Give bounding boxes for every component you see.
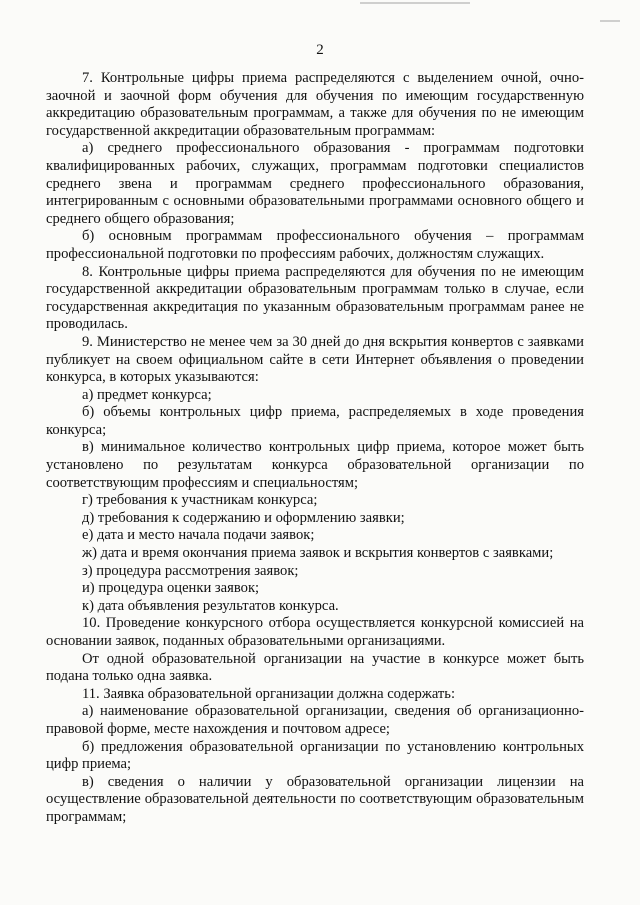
- paragraph-7b: б) основным программам профессионального обучения – программам профессиональной подготовки по профессиям рабочих, должностям служащих.: [46, 228, 584, 262]
- list-item-9g: г) требования к участникам конкурса;: [82, 492, 318, 509]
- paragraph-11: 11. Заявка образовательной организации должна содержать:: [82, 685, 456, 702]
- scan-artifact-top: [360, 2, 470, 4]
- list-item-9z: з) процедура рассмотрения заявок;: [82, 562, 299, 579]
- paragraph-7: 7. Контрольные цифры приема распределяются с выделением очной, очно-заочной и заочной форм обучения для обучения по имеющим государственную аккредитацию образовательным программам, а также для обучения по не имеющим государственной аккредитации образовательным программам:: [46, 70, 584, 139]
- list-item-9d: д) требования к содержанию и оформлению заявки;: [82, 509, 405, 526]
- list-item-9v: в) минимальное количество контрольных цифр приема, которое может быть установлено по результатам конкурса образовательной организации по соответствующим профессиям и специальностям;: [46, 439, 584, 491]
- list-item-9k: к) дата объявления результатов конкурса.: [82, 597, 339, 614]
- paragraph-8: 8. Контрольные цифры приема распределяются для обучения по не имеющим государственной аккредитации образовательным программам только в случае, если государственная аккредитация по указанным образовательным программам ранее не проводилась.: [46, 263, 584, 333]
- paragraph-10: 10. Проведение конкурсного отбора осуществляется конкурсной комиссией на основании заявок, поданных образовательными организациями.: [46, 615, 584, 649]
- page-number: 2: [316, 42, 324, 58]
- list-item-9b: б) объемы контрольных цифр приема, распределяемых в ходе проведения конкурса;: [46, 404, 584, 438]
- list-item-9i: и) процедура оценки заявок;: [82, 580, 260, 597]
- paragraph-9: 9. Министерство не менее чем за 30 дней до дня вскрытия конвертов с заявками публикует на своем официальном сайте в сети Интернет объявления о проведении конкурса, в которых указываются:: [46, 333, 584, 386]
- list-item-9e: е) дата и место начала подачи заявок;: [82, 527, 315, 544]
- list-item-9zh: ж) дата и время окончания приема заявок и вскрытия конвертов с заявками;: [82, 545, 554, 562]
- paragraph-7a: а) среднего профессионального образования - программам подготовки квалифицированных рабочих, служащих, программам подготовки специалистов среднего звена и программам среднего профессионального образования, интегрированным с основными образовательными программами основного общего и среднего общего образования;: [46, 140, 584, 227]
- scan-artifact-right: [600, 20, 620, 22]
- document-body: [46, 70, 584, 827]
- paragraph-10-note: От одной образовательной организации на участие в конкурсе может быть подана только одна заявка.: [46, 650, 584, 685]
- list-item-9a: а) предмет конкурса;: [82, 386, 212, 403]
- list-item-11b: б) предложения образовательной организации по установлению контрольных цифр приема;: [46, 738, 584, 773]
- list-item-11v: в) сведения о наличии у образовательной организации лицензии на осуществление образовательной деятельности по соответствующим образовательным программам;: [46, 773, 584, 825]
- list-item-11a: а) наименование образовательной организации, сведения об организационно-правовой форме, месте нахождения и почтовом адресе;: [46, 703, 584, 737]
